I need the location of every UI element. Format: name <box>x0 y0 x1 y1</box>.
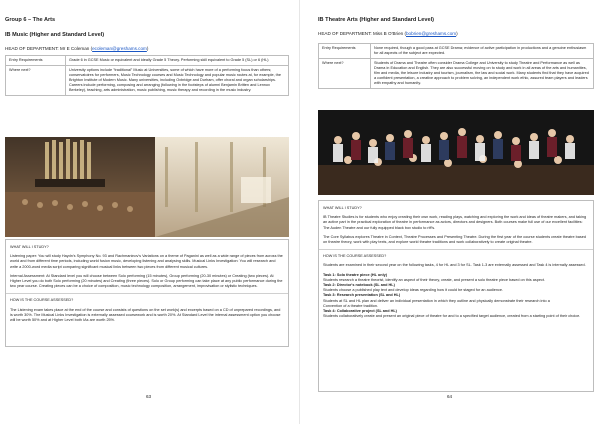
task-title: Task 1: Solo theatre piece (HL only) <box>323 272 387 277</box>
music-course-title: IB Music (Higher and Standard Level) <box>5 32 105 38</box>
where-next-value: Students of Drama and Theatre often consider Drama College and University to study Theatre and Performance as well as Drama in Education and English. They are also successful moving on to study and work in all areas of the arts and humanities, film and media, the leisure industry and tourism, journalism, the law and social work. Many students find that they have acquired a confident presentation, a creative approach to problem solving, an independent work ethic, assured team players and leaders with empathy and humanity. <box>371 59 594 89</box>
music-study-heading: WHAT WILL I STUDY? <box>10 245 49 249</box>
theatre-assess-heading: HOW IS THE COURSE ASSESSED? <box>323 254 387 259</box>
table-row <box>319 59 594 89</box>
music-assess-heading: HOW IS THE COURSE ASSESSED? <box>10 298 74 303</box>
task-description: Students research a theatre theorist, identify an aspect of their theory, create, and present a solo theatre piece based on this aspect. <box>323 277 545 282</box>
page-number-left: 63 <box>146 394 152 399</box>
concert-hall-photo <box>5 137 289 237</box>
where-next-label: Where next? <box>6 66 66 96</box>
task-title: Task 4: Collaborative project (SL and HL) <box>323 309 397 314</box>
task-item <box>323 309 589 319</box>
entry-requirements-label: Entry Requirements <box>319 44 371 59</box>
entry-requirements-label: Entry Requirements <box>6 56 66 66</box>
theatre-cast-photo <box>318 110 594 195</box>
task-title: Task 2: Director's notebook (SL and HL) <box>323 283 395 288</box>
music-hod-email-link[interactable]: ecoleman@greshams.com <box>92 46 147 51</box>
table-row <box>6 56 289 66</box>
task-description: Students choose a published play text and develop ideas regarding how it could be staged for an audience. <box>323 288 504 293</box>
task-item <box>323 273 589 283</box>
theatre-study-heading: WHAT WILL I STUDY? <box>323 206 362 210</box>
task-description: Students collaboratively create and present an original piece of theatre for and to a specified target audience, created from a starting point of their choice. <box>323 314 581 319</box>
theatre-head-of-department: HEAD OF DEPARTMENT: Miss B O'Brien (bobrien@greshams.com) <box>318 31 458 36</box>
music-head-of-department: HEAD OF DEPARTMENT: Mr E Coleman (ecoleman@greshams.com) <box>5 46 149 51</box>
entry-requirements-value: None required, though a good pass at GCSE Drama; evidence of active participation in productions and a genuine enthusiasm for all aspects of the subject are expected. <box>371 44 594 59</box>
music-study-para: Internal Assessment: At Standard level you will choose between Solo performing (15 minutes), Group performing (20-30 minutes) or Creating (two pieces). At Higher Level you do both Solo performing (20 minutes) and Creating (three pieces). Solo or Group performing can take place at any public performance during the two year course. Creating pieces can be a choice of composition, music technology composition, arrangement, improvisation or stylistic techniques. <box>10 273 283 289</box>
music-details-box <box>5 239 289 347</box>
where-next-value: University options include "traditional" Music at Universities, some of which have more of a performing focus than others; conservatoires for performers, Music Technology courses and Music Technology and popular music routes at, for example, the Brighton Institute of Modern Music. Many universities, including Oxbridge and Durham, offer choral and organ scholarships. Careers include performing, composing and arranging (following in the footsteps of alumni Benjamin Britten and Lennox Berkeley), teaching, arts administration, music publishing, music therapy and recording in the music industry. <box>66 66 289 96</box>
task-item <box>323 283 589 293</box>
theatre-study-para: The Core Syllabus explores Theatre in Context, Theatre Processes and Presenting Theatre. During the first year of the course students create theatre based on theatre theory, work with play texts, and explore world theatre traditions and work collaboratively to create original theatre. <box>323 234 586 245</box>
page-number-right: 64 <box>447 394 453 399</box>
task-title: Task 3: Research presentation (SL and HL) <box>323 293 401 298</box>
theatre-details-box <box>318 200 594 392</box>
entry-requirements-value: Grade 6 in GCSE Music or equivalent and ideally Grade 5 Theory. Performing skill equivalent to Grade 5 (SL) or 6 (HL) <box>66 56 289 66</box>
music-assess-para: The Listening exam takes place at the end of the course and consists of questions on the set work(s) and excerpts based on a CD of unprepared recordings, and is worth 30%. The Musical Links Investigation is externally assessed coursework and is worth 20%. At Standard Level the internal assessment option you choose will be worth 50% and at Higher Level both IAs are worth 25%. <box>10 307 281 323</box>
theatre-hod-email-link[interactable]: bobrien@greshams.com <box>406 31 457 36</box>
task-description: Students at SL and HL plan and deliver an individual presentation in which they outline and physically demonstrate their research into a <box>323 298 550 303</box>
theatre-assess-intro: Students are examined in their second year on the following tasks, 4 for HL and 3 for SL. Task 1-3 are externally assessed and Task 4 is internally assessed. <box>323 263 586 268</box>
theatre-course-title: IB Theatre Arts (Higher and Standard Level) <box>318 17 435 23</box>
right-page <box>300 0 600 424</box>
table-row <box>319 44 594 59</box>
table-row <box>6 66 289 96</box>
theatre-info-table <box>318 43 594 89</box>
where-next-label: Where next? <box>319 59 371 89</box>
task-item <box>323 293 589 309</box>
task-description: Convention of a theatre tradition. <box>323 303 379 308</box>
music-study-para: Listening paper: You will study Haydn's Symphony No. 93 and Rachmaninov's Variations on a theme of Paganini as well as a wide range of pieces from across the world and from different time periods, including world fusion music, developing listening and analysing skills. Musical Links Investigation: You will research and write a 2000-word media script comparing significant musical links between two pieces from different musical cultures. <box>10 254 283 269</box>
group-heading: Group 6 – The Arts <box>5 17 56 23</box>
music-info-table <box>5 55 289 96</box>
theatre-study-para: IB Theatre Studies is for students who enjoy creating their own work, reading plays, watching and exploring the work and ideas of theatre makers, and taking an active part in the practical exploration of theatre in performance as actors, directors and designers. Both courses make full use of our excellent facilities: The Auden Theatre and our fully equipped black box studio to riff's. <box>323 215 587 230</box>
